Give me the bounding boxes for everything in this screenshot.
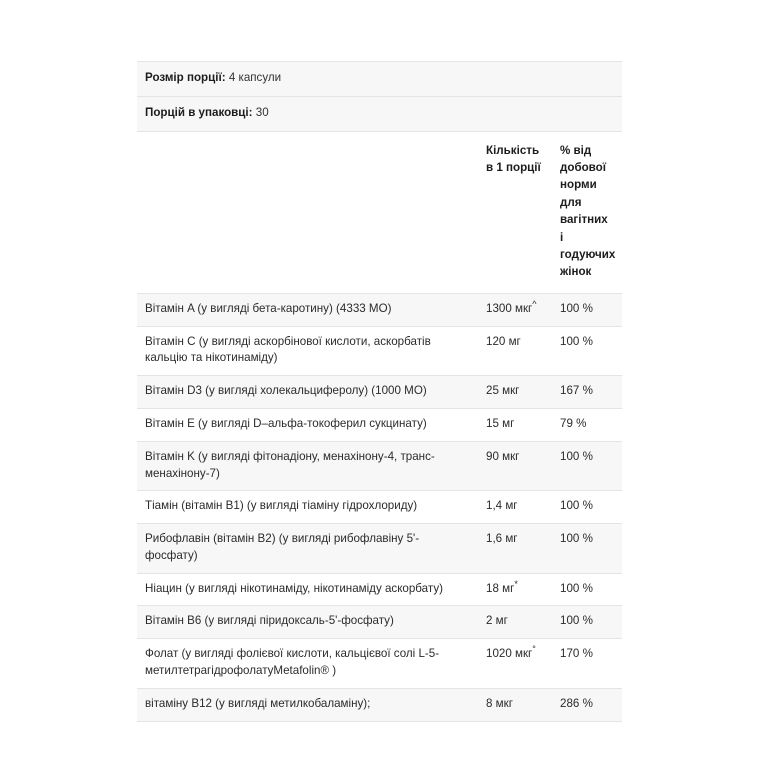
nutrient-daily-value-cell: 100 % (552, 441, 622, 491)
table-row (137, 573, 622, 606)
nutrient-amount-value: 25 мкг (486, 384, 520, 398)
servings-per-container-label: Порцій в упаковці: (145, 105, 253, 119)
nutrient-name-cell: Тіамін (вітамін B1) (у вигляді тіаміну гідрохлориду) (137, 491, 478, 524)
nutrient-amount-footnote-marker: * (514, 578, 518, 589)
serving-size-label: Розмір порції: (145, 71, 226, 84)
nutrient-name-cell: вітаміну B12 (у вигляді метилкобаламіну); (137, 688, 478, 721)
nutrient-amount-value: 1300 мкг (486, 301, 533, 315)
nutrient-daily-value-cell: 167 % (552, 376, 622, 409)
nutrient-daily-value-cell: 79 % (552, 408, 622, 441)
nutrient-daily-value-cell: 100 % (552, 293, 622, 326)
nutrient-name-cell: Вітамін K (у вигляді фітонадіону, менахінону-4, транс-менахінону-7) (137, 441, 478, 491)
serving-size-value: 4 капсули (228, 71, 282, 84)
nutrient-amount-cell (478, 688, 552, 721)
nutrient-daily-value-cell: 100 % (552, 573, 622, 606)
servings-per-container-value: 30 (255, 105, 269, 119)
nutrient-amount-value: 8 мкг (486, 696, 513, 710)
table-row (137, 376, 622, 409)
table-row (137, 491, 622, 524)
nutrient-amount-cell (478, 376, 552, 409)
nutrient-daily-value-cell: 100 % (552, 326, 622, 376)
table-row (137, 524, 622, 574)
column-header-row (137, 131, 622, 293)
nutrient-daily-value-cell: 100 % (552, 524, 622, 574)
nutrient-amount-value: 90 мкг (486, 449, 520, 463)
table-row (137, 293, 622, 326)
nutrient-amount-value: 1,4 мг (486, 499, 518, 513)
table-row (137, 408, 622, 441)
nutrient-amount-cell (478, 441, 552, 491)
supplement-facts-panel (137, 61, 622, 722)
table-row (137, 441, 622, 491)
nutrient-name-cell: Вітамін D3 (у вигляді холекальциферолу) (1000 МО) (137, 376, 478, 409)
nutrient-amount-cell (478, 293, 552, 326)
nutrient-daily-value-cell: 100 % (552, 491, 622, 524)
nutrient-name-cell: Вітамін C (у вигляді аскорбінової кислоти, аскорбатів кальцію та нікотинаміду) (137, 326, 478, 376)
nutrient-name-cell: Фолат (у вигляді фолієвої кислоти, кальцієвої солі L-5-метилтетрагідрофолатуMetafolin® ) (137, 639, 478, 689)
nutrient-amount-value: 2 мг (486, 614, 508, 628)
nutrient-name-cell: Рибофлавін (вітамін B2) (у вигляді рибофлавіну 5'-фосфату) (137, 524, 478, 574)
nutrient-amount-value: 120 мг (486, 334, 521, 348)
header-nutrient-name (137, 131, 478, 293)
table-row (137, 688, 622, 721)
table-row (137, 326, 622, 376)
nutrient-name-cell: Вітамін A (у вигляді бета-каротину) (4333 МО) (137, 293, 478, 326)
nutrient-daily-value-cell: 170 % (552, 639, 622, 689)
nutrient-amount-value: 1020 мкг (486, 647, 533, 661)
header-daily-value: % від добової норми для вагітних і годуючих жінок (552, 131, 622, 293)
nutrient-amount-cell (478, 408, 552, 441)
serving-size-row (137, 62, 622, 97)
nutrient-amount-cell (478, 639, 552, 689)
nutrient-amount-cell (478, 491, 552, 524)
facts-table-body (137, 62, 622, 722)
table-row (137, 606, 622, 639)
nutrient-amount-cell (478, 524, 552, 574)
header-amount-per-serving: Кількість в 1 порції (478, 131, 552, 293)
nutrient-amount-value: 18 мг (486, 581, 515, 595)
nutrient-daily-value-cell: 286 % (552, 688, 622, 721)
nutrient-amount-cell (478, 606, 552, 639)
servings-per-container-cell (137, 96, 622, 131)
nutrient-amount-footnote-marker: ^ (532, 298, 537, 309)
servings-per-container-row (137, 96, 622, 131)
nutrient-name-cell: Вітамін E (у вигляді D–альфа-токоферил сукцинату) (137, 408, 478, 441)
nutrient-amount-value: 1,6 мг (486, 532, 518, 546)
nutrient-name-cell: Ніацин (у вигляді нікотинаміду, нікотинаміду аскорбату) (137, 573, 478, 606)
nutrient-amount-footnote-marker: ° (532, 644, 536, 655)
supplement-facts-table (137, 61, 622, 722)
table-row (137, 639, 622, 689)
nutrient-amount-cell (478, 326, 552, 376)
nutrient-amount-cell (478, 573, 552, 606)
nutrient-name-cell: Вітамін B6 (у вигляді піридоксаль-5'-фосфату) (137, 606, 478, 639)
serving-size-cell (137, 62, 622, 97)
nutrient-amount-value: 15 мг (486, 416, 515, 430)
nutrient-daily-value-cell: 100 % (552, 606, 622, 639)
